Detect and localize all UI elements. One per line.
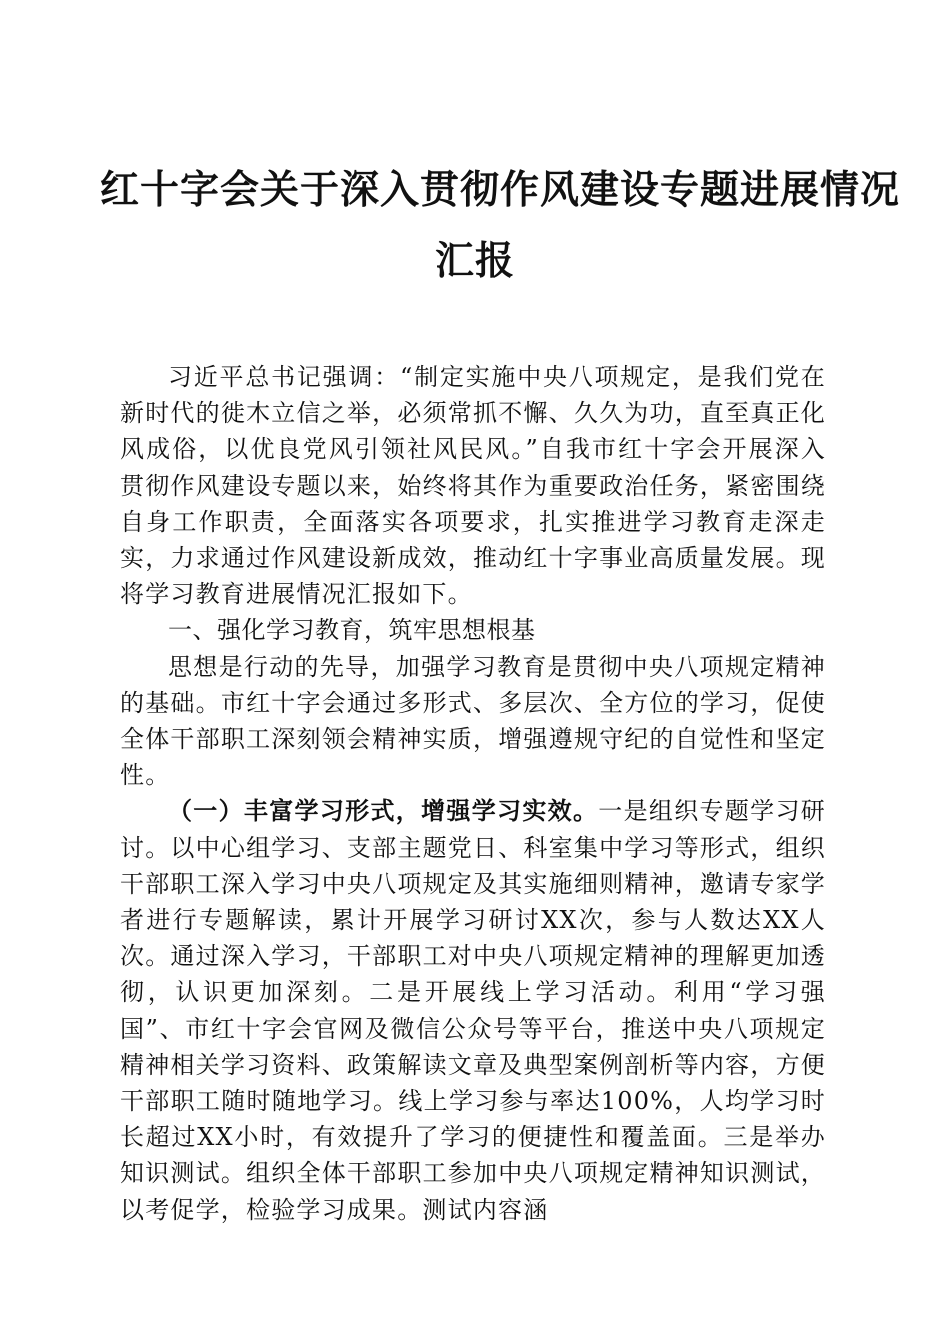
document-title-line-1: 红十字会关于深入贯彻作风建设专题进展情况 [100, 167, 901, 213]
section-1-paragraph: 思想是行动的先导，加强学习教育是贯彻中央八项规定精神的基础。市红十字会通过多形式、多层次、全方位的学习，促使全体干部职工深刻领会精神实质，增强遵规守纪的自觉性和坚定性。 [120, 652, 826, 790]
document-body [120, 359, 826, 1228]
intro-paragraph: 习近平总书记强调：“制定实施中央八项规定，是我们党在新时代的徙木立信之举，必须常抓不懈、久久为功，直至真正化风成俗，以优良党风引领社风民风。”自我市红十字会开展深入贯彻作风建设专题以来，始终将其作为重要政治任务，紧密围绕自身工作职责，全面落实各项要求，扎实推进学习教育走深走实，力求通过作风建设新成效，推动红十字事业高质量发展。现将学习教育进展情况汇报如下。 [120, 363, 826, 609]
document-title-line-2: 汇报 [434, 238, 515, 284]
subsection-1-lead: （一）丰富学习形式，增强学习实效。 [168, 796, 599, 826]
subsection-1-paragraph [120, 793, 826, 1227]
section-1-heading: 一、强化学习教育，筑牢思想根基 [168, 616, 536, 645]
subsection-1-text: 一是组织专题学习研讨。以中心组学习、支部主题党日、科室集中学习等形式，组织干部职工深入学习中央八项规定及其实施细则精神，邀请专家学者进行专题解读，累计开展学习研讨XX次，参与人数达XX人次。通过深入学习，干部职工对中央八项规定精神的理解更加透彻，认识更加深刻。二是开展线上学习活动。利用“学习强国”、市红十字会官网及微信公众号等平台，推送中央八项规定精神相关学习资料、政策解读文章及典型案例剖析等内容，方便干部职工随时随地学习。线上学习参与率达100%，人均学习时长超过XX小时，有效提升了学习的便捷性和覆盖面。三是举办知识测试。组织全体干部职工参加中央八项规定精神知识测试，以考促学，检验学习成果。测试内容涵 [120, 797, 826, 1224]
